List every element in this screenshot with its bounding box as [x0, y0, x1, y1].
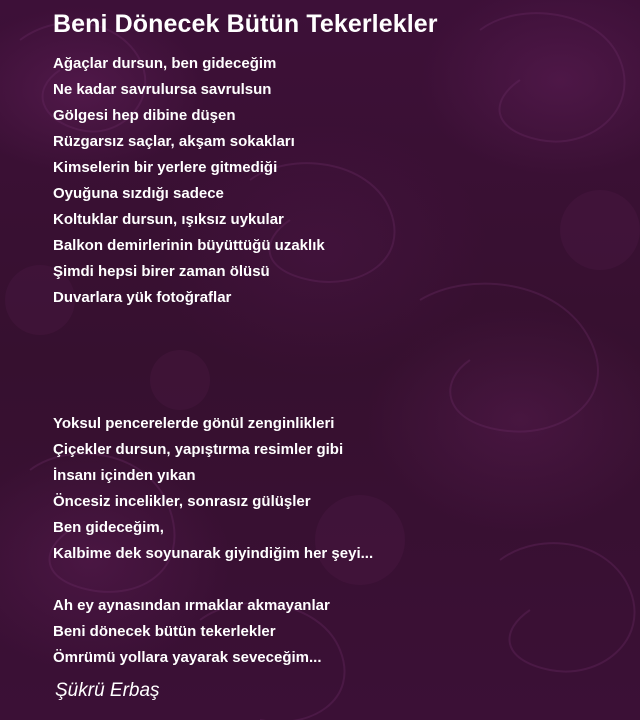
- poem-line: Ömrümü yollara yayarak seveceğim...: [53, 649, 322, 666]
- poem-line: Ah ey aynasından ırmaklar akmayanlar: [53, 597, 330, 614]
- poem-line: Yoksul pencerelerde gönül zenginlikleri: [53, 415, 335, 432]
- poem-line: Koltuklar dursun, ışıksız uykular: [53, 211, 284, 228]
- poem-line: Oyuğuna sızdığı sadece: [53, 185, 224, 202]
- poem-line: Ne kadar savrulursa savrulsun: [53, 81, 272, 98]
- poem-author: Şükrü Erbaş: [55, 680, 160, 701]
- poem-line: İnsanı içinden yıkan: [53, 467, 196, 484]
- poem-line: Şimdi hepsi birer zaman ölüsü: [53, 263, 270, 280]
- stanza-2: [53, 411, 373, 567]
- stanza-1: [53, 51, 325, 311]
- poem-line: Çiçekler dursun, yapıştırma resimler gibi: [53, 441, 344, 458]
- poem-line: Gölgesi hep dibine düşen: [53, 107, 236, 124]
- poem-line: Ağaçlar dursun, ben gideceğim: [53, 55, 277, 72]
- poem-line: Kalbime dek soyunarak giyindiğim her şeyi...: [53, 545, 374, 562]
- poem-title: Beni Dönecek Bütün Tekerlekler: [53, 10, 438, 38]
- poem-line: Duvarlara yük fotoğraflar: [53, 289, 232, 306]
- poem-line: Öncesiz incelikler, sonrasız gülüşler: [53, 493, 311, 510]
- poem-line: Ben gideceğim,: [53, 519, 164, 536]
- poem-line: Kimselerin bir yerlere gitmediği: [53, 159, 278, 176]
- poem-line: Beni dönecek bütün tekerlekler: [53, 623, 276, 640]
- poem-line: Balkon demirlerinin büyüttüğü uzaklık: [53, 237, 325, 254]
- stanza-3: [53, 593, 330, 671]
- poem-line: Rüzgarsız saçlar, akşam sokakları: [53, 133, 295, 150]
